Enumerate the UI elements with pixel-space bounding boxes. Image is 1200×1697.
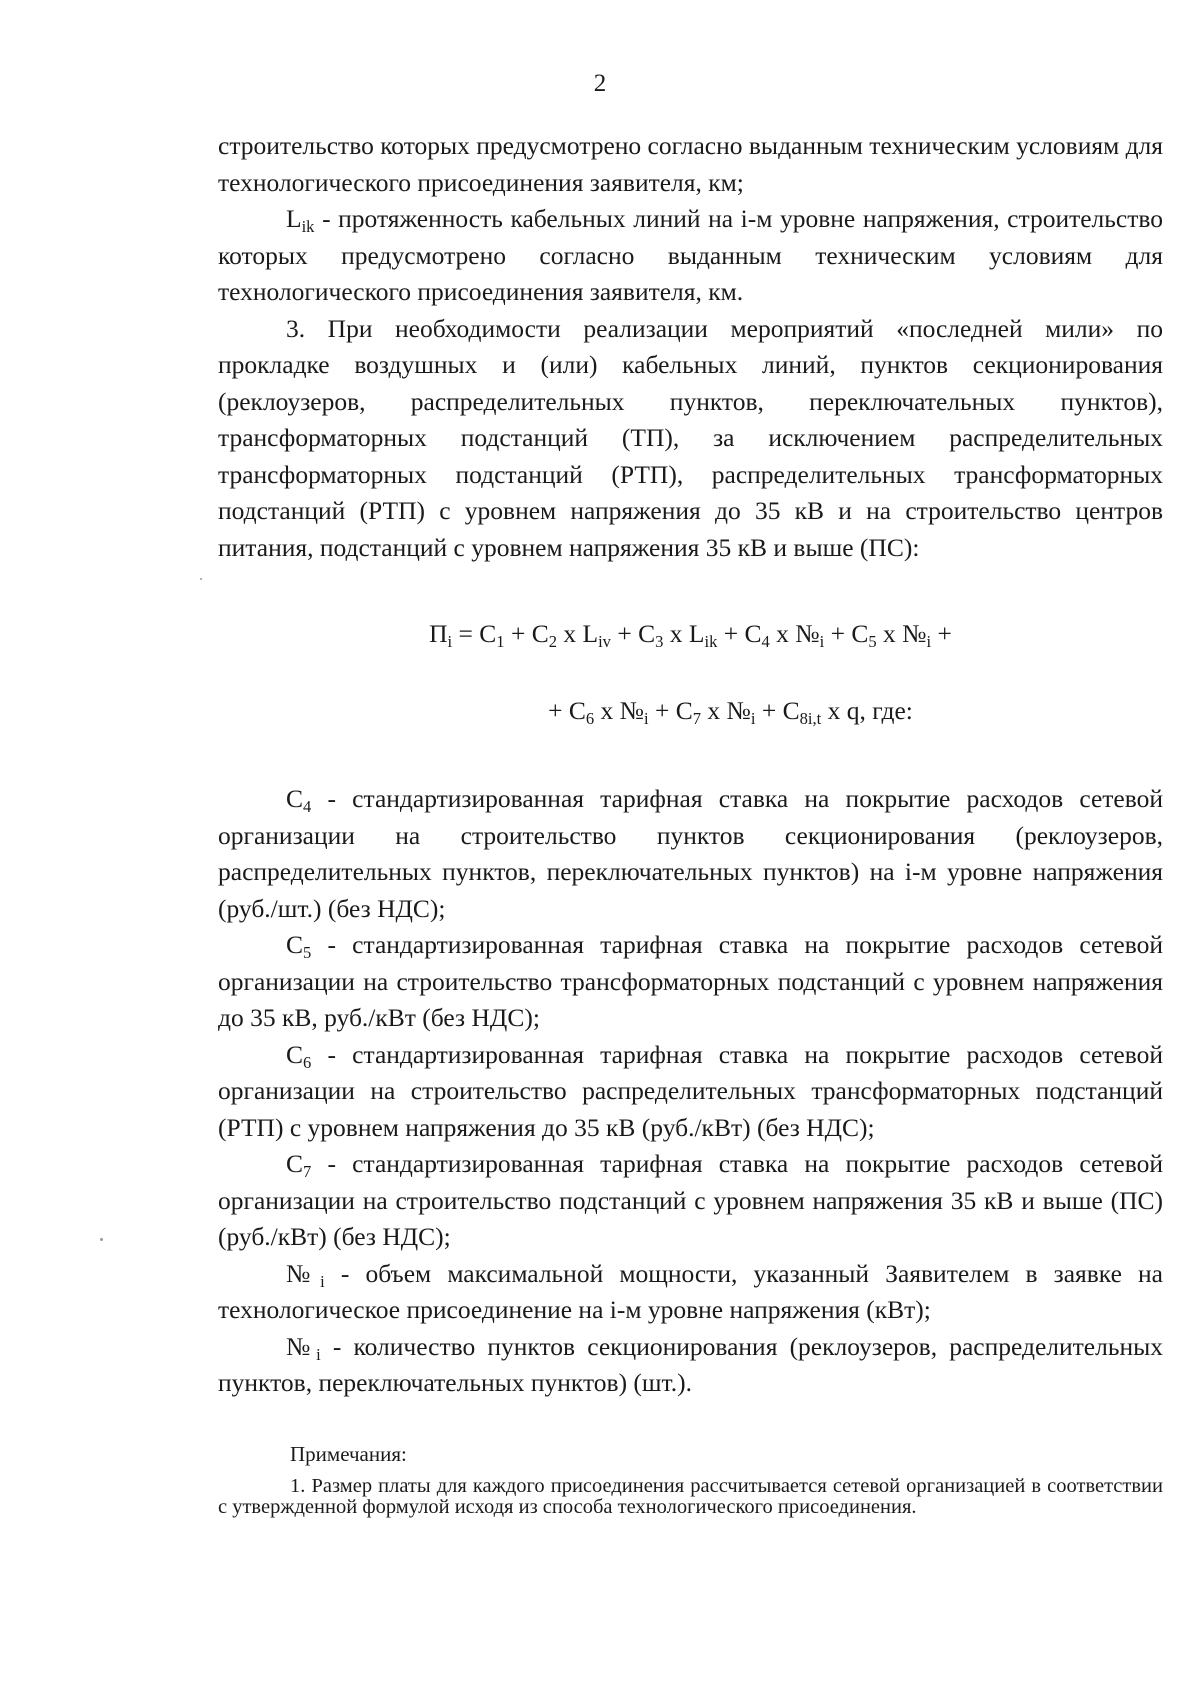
formula-term: + [931, 619, 952, 648]
formula-term: x № [701, 695, 751, 725]
formula-subscript: 2 [548, 631, 557, 651]
formula-term: x q, где: [821, 695, 913, 725]
formula-term: + С [504, 619, 549, 648]
formula-term: П [429, 619, 448, 648]
notes-title: Примечания: [290, 1442, 407, 1466]
definition-c6 [218, 1037, 1163, 1147]
formula-subscript: 4 [761, 631, 770, 651]
formula-subscript: 5 [868, 631, 877, 651]
symbol: № [286, 1258, 321, 1288]
definition-n-power [218, 1256, 1163, 1329]
definition-text: - протяженность кабельных линий на i-м уровне напряжения, строительство которых предусмотрено согласно выданным техническим условиям для технологического присоединения заявителя, км. [218, 204, 1163, 306]
scan-speck [100, 1238, 103, 1241]
formula-subscript: ik [704, 631, 718, 651]
formula-line-2 [218, 693, 1163, 730]
formula-term: x № [594, 695, 645, 725]
formula-term: + С [824, 619, 869, 648]
definition-text: - стандартизированная тарифная ставка на покрытие расходов сетевой организации на строительство распределительных трансформаторных подстанций (РТП) с уровнем напряжения до 35 кВ (руб./кВт) (без НДС); [218, 1039, 1163, 1142]
paragraph-continuation: строительство которых предусмотрено согласно выданным техническим условиям для технологического присоединения заявителя, км; [218, 131, 1164, 197]
paragraph-lik-definition [218, 201, 1163, 311]
definition-text: - объем максимальной мощности, указанный Заявителем в заявке на технологическое присоединение на i-м уровне напряжения (кВт); [218, 1258, 1163, 1324]
formula-term: x № [876, 619, 927, 648]
formula-term: + С [648, 695, 693, 725]
symbol: С [286, 1149, 304, 1178]
notes-item-1: 1. Размер платы для каждого присоединения рассчитывается сетевой организацией в соответствии с утвержденной формулой исходя из способа технологического присоединения. [218, 1475, 1163, 1518]
subscript: 6 [303, 1052, 312, 1072]
formula-subscript: i [750, 708, 756, 728]
formula-subscript: 7 [692, 708, 702, 728]
definition-c7 [218, 1146, 1163, 1256]
formula-subscript: iv [598, 631, 611, 651]
formula-line-1 [218, 616, 1163, 653]
subscript: ik [301, 216, 315, 236]
paragraph-item-3: 3. При необходимости реализации мероприятий «последней мили» по прокладке воздушных и (или) кабельных линий, пунктов секционирования (реклоузеров, распределительных пунктов, переключательных пунктов), трансформаторных подстанций (ТП), за исключением распределительных трансформаторных подстанций (РТП), распределительных трансформаторных подстанций (РТП) с уровнем напряжения до 35 кВ и на строительство центров питания, подстанций с уровнем напряжения 35 кВ и выше (ПС): [218, 313, 1163, 562]
formula-subscript: 6 [585, 708, 595, 728]
formula-term: = С [452, 619, 497, 648]
formula-term: x L [557, 619, 599, 648]
symbol: С [286, 1039, 304, 1069]
formula-subscript: i [819, 631, 825, 651]
formula-subscript: 8i,t [799, 708, 822, 728]
definition-text: - стандартизированная тарифная ставка на покрытие расходов сетевой организации на строительство подстанций с уровнем напряжения 35 кВ и выше (ПС) (руб./кВт) (без НДС); [218, 1149, 1163, 1251]
subscript: 5 [303, 942, 312, 962]
formula-subscript: i [447, 631, 453, 651]
formula-term: x L [663, 619, 705, 648]
formula-term: + С [755, 695, 800, 725]
formula-term: x № [769, 619, 820, 648]
formula-term: + С [610, 619, 656, 648]
symbol: С [286, 930, 304, 959]
formula-term: + С [548, 695, 586, 725]
definition-text: - количество пунктов секционирования (реклоузеров, распределительных пунктов, переключательных пунктов) (шт.). [218, 1331, 1163, 1397]
page-number: 2 [593, 70, 607, 97]
definition-text: - стандартизированная тарифная ставка на покрытие расходов сетевой организации на строительство пунктов секционирования (реклоузеров, распределительных пунктов, переключательных пунктов) на i-м уровне напряжения (руб./шт.) (без НДС); [218, 784, 1163, 923]
symbol-l: L [286, 204, 302, 233]
definition-c5 [218, 927, 1163, 1037]
definition-c4 [218, 781, 1163, 927]
document-body [218, 128, 1163, 1402]
subscript: 4 [303, 796, 312, 816]
symbol: С [286, 784, 304, 813]
formula-term: + С [717, 619, 762, 648]
formula-subscript: i [926, 631, 932, 651]
scan-speck [200, 578, 202, 580]
subscript: 7 [303, 1161, 312, 1181]
definition-n-count [218, 1329, 1163, 1402]
subscript: i [316, 1344, 321, 1364]
subscript: i [320, 1271, 325, 1291]
formula-subscript: 3 [655, 631, 664, 651]
symbol: № [286, 1331, 317, 1361]
definition-text: - стандартизированная тарифная ставка на покрытие расходов сетевой организации на строительство трансформаторных подстанций с уровнем напряжения до 35 кВ, руб./кВт (без НДС); [218, 930, 1163, 1032]
formula-subscript: 1 [496, 631, 505, 651]
formula-subscript: i [644, 708, 649, 728]
